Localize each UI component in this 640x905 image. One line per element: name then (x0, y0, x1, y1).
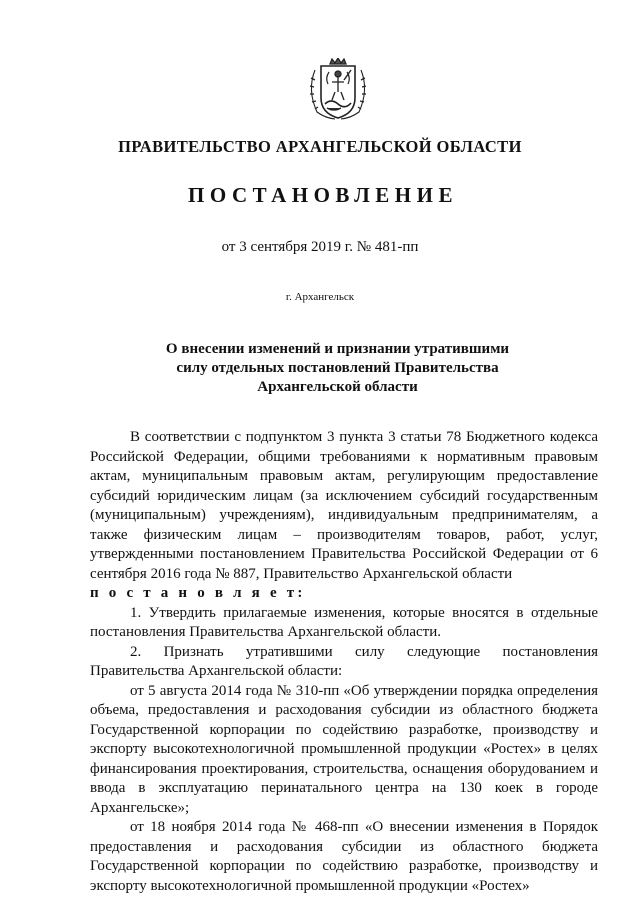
subject-line: О внесении изменений и признании утратившими (165, 341, 510, 357)
document-body (90, 428, 598, 896)
preamble-paragraph (90, 428, 598, 584)
subject-line: Архангельской области (257, 379, 418, 395)
resolves-colon: : (297, 585, 303, 601)
item-2-paragraph: 2. Признать утратившими силу следующие постановления Правительства Архангельской области: (90, 643, 598, 679)
item-1-paragraph: 1. Утвердить прилагаемые изменения, которые вносятся в отдельные постановления Правительства Архангельской области. (90, 604, 598, 640)
coat-of-arms-icon (301, 58, 375, 120)
organization-name: ПРАВИТЕЛЬСТВО АРХАНГЕЛЬСКОЙ ОБЛАСТИ (118, 137, 522, 156)
resolves-paragraph (90, 584, 598, 604)
document-city: г. Архангельск (285, 291, 355, 303)
document-subject (150, 340, 525, 397)
document-date-number: от 3 сентября 2019 г. № 481-пп (221, 239, 419, 255)
sub-item-2-paragraph: от 18 ноября 2014 года № 468-пп «О внесении изменения в Порядок предоставления и расходования субсидии из областного бюджета Государственной корпорации по содействию разработке, производству и экспорту высокотехнологичной промышленной продукции «Ростех» (90, 819, 598, 894)
preamble-text: В соответствии с подпунктом 3 пункта 3 статьи 78 Бюджетного кодекса Российской Федерации, общими требованиями к нормативным правовым актам, муниципальным правовым актам, регулирующим предоставление субсидий юридическим лицам (за исключением субсидий государственным (муниципальным) учреждениям), индивидуальным предпринимателям, а также физическим лицам – производителям товаров, работ, услуг, утвержденными постановлением Правительства Российской Федерации от 6 сентября 2016 года № 887, Правительство Архангельской области (90, 429, 598, 582)
sub-item-1-paragraph: от 5 августа 2014 года № 310-пп «Об утверждении порядка определения объема, предоставления и расходования субсидии из областного бюджета Государственной корпорации по содействию разработке, производству и экспорту высокотехнологичной промышленной продукции «Ростех» в целях финансирования проектирования, строительства, оснащения оборудованием и ввода в эксплуатацию перинатального центра на 130 коек в городе Архангельске»; (90, 682, 598, 816)
subject-line: силу отдельных постановлений Правительства (176, 360, 499, 376)
document-type-title: ПОСТАНОВЛЕНИЕ (188, 183, 458, 207)
resolves-word: п о с т а н о в л я е т (90, 585, 298, 601)
